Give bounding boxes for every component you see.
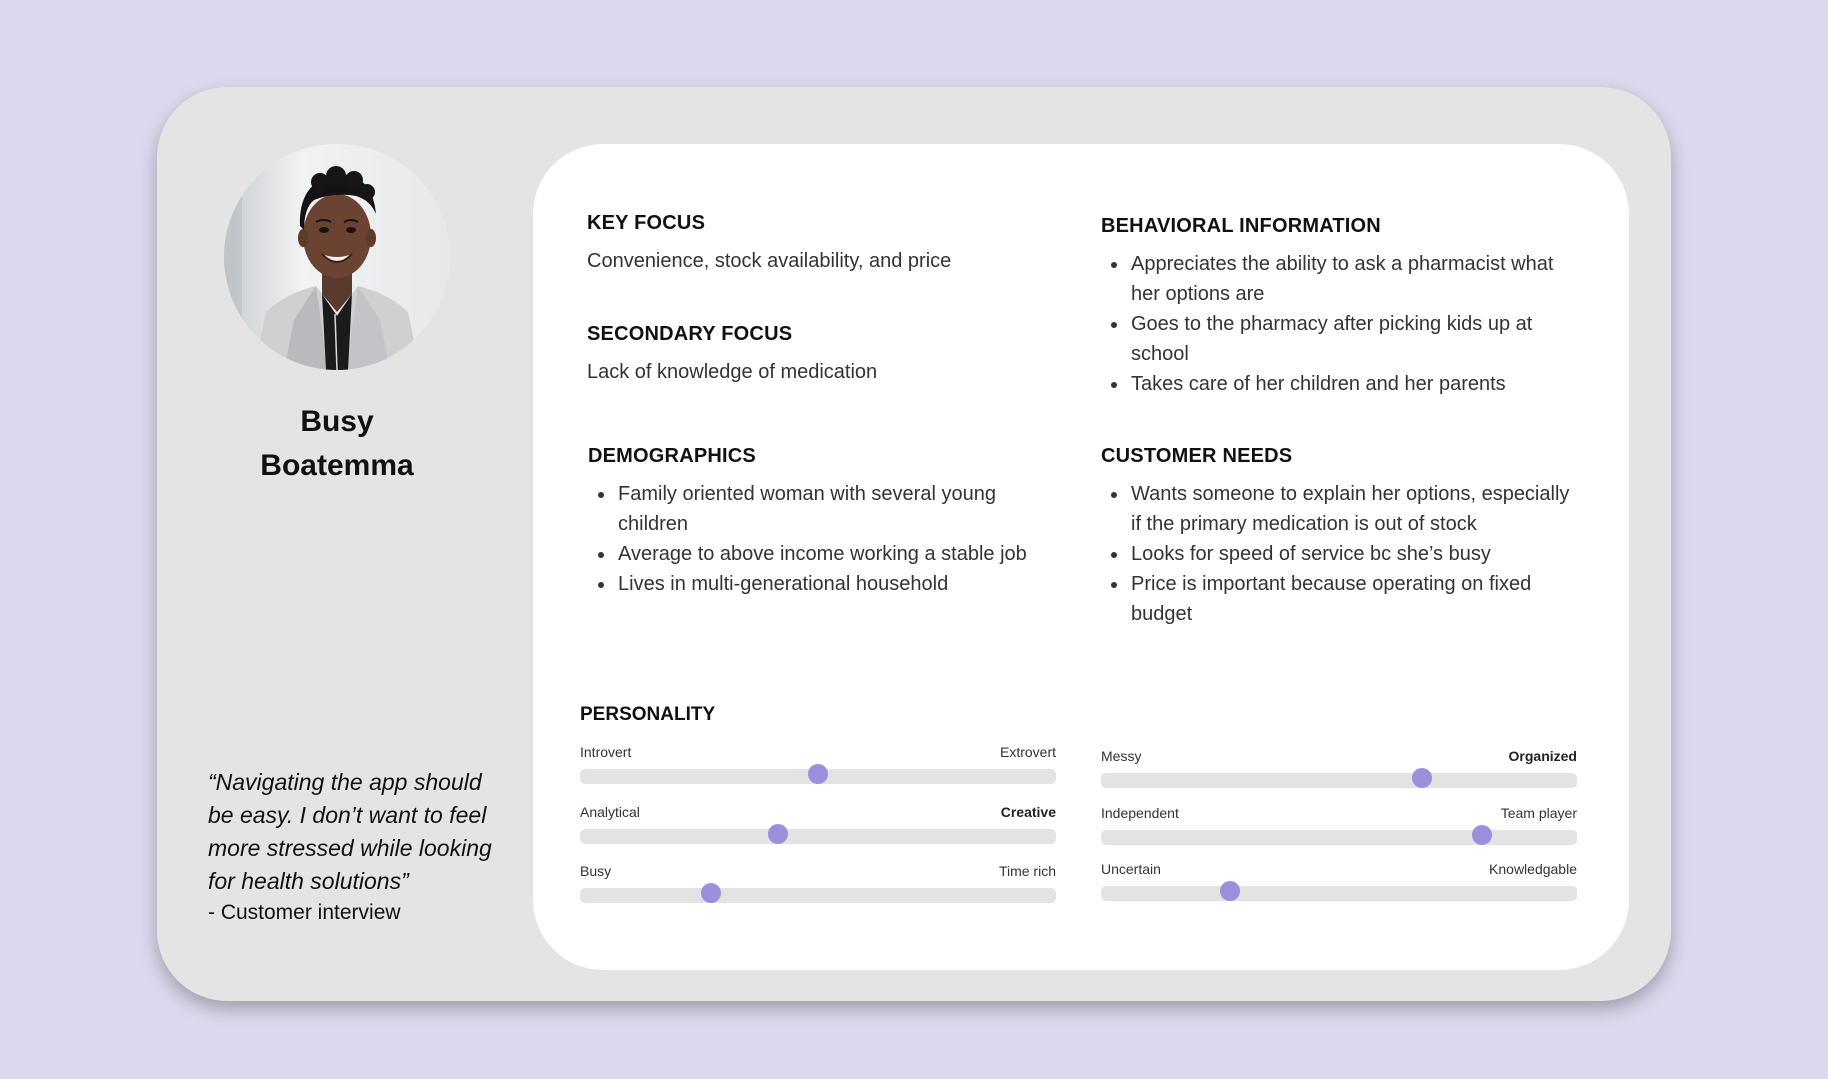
customer-needs-section (1101, 443, 1581, 629)
trait-right-label: Extrovert (999, 744, 1056, 760)
personality-title: PERSONALITY (580, 704, 716, 725)
key-focus-text: Convenience, stock availability, and price (587, 250, 952, 272)
customer-needs-list (1101, 479, 1581, 629)
quote-text: “Navigating the app should be easy. I don’t want to feel more stressed while looking for health solutions” (208, 769, 492, 894)
persona-avatar (224, 144, 450, 370)
trait-right-label: Time rich (998, 863, 1056, 879)
trait-left-label: Independent (1101, 805, 1179, 821)
trait-left-label: Messy (1101, 748, 1142, 764)
trait-slider-knob[interactable] (701, 883, 721, 903)
trait-slider-knob[interactable] (1220, 881, 1240, 901)
list-item: Price is important because operating on fixed budget (1131, 569, 1581, 629)
key-focus-section (587, 210, 1057, 276)
secondary-focus-text: Lack of knowledge of medication (587, 361, 878, 383)
persona-quote (208, 766, 508, 928)
trait-slider-track (580, 829, 1056, 844)
behavioral-list (1101, 249, 1581, 399)
trait-left-label: Busy (580, 863, 612, 879)
persona-name-line1: Busy (300, 405, 374, 438)
persona-name-line2: Boatemma (260, 449, 414, 482)
trait-slider-knob[interactable] (768, 824, 788, 844)
list-item: Wants someone to explain her options, especially if the primary medication is out of stock (1131, 479, 1581, 539)
trait-busy-timerich (580, 863, 1056, 903)
trait-left-label: Analytical (580, 804, 640, 820)
trait-introvert-extrovert (580, 744, 1056, 784)
trait-slider-knob[interactable] (1472, 825, 1492, 845)
trait-slider-knob[interactable] (808, 764, 828, 784)
trait-independent-teamplayer (1101, 805, 1577, 845)
trait-left-label: Introvert (580, 744, 632, 760)
customer-needs-title: CUSTOMER NEEDS (1101, 445, 1293, 467)
trait-slider-track (1101, 886, 1577, 901)
list-item: Appreciates the ability to ask a pharmacist what her options are (1131, 249, 1581, 309)
demographics-title: DEMOGRAPHICS (588, 445, 756, 467)
trait-right-label: Team player (1500, 805, 1577, 821)
trait-left-label: Uncertain (1101, 861, 1161, 877)
list-item: Goes to the pharmacy after picking kids up at school (1131, 309, 1581, 369)
trait-slider-track (580, 769, 1056, 784)
quote-source: - Customer interview (208, 901, 401, 924)
trait-right-label: Creative (1000, 804, 1056, 820)
key-focus-title: KEY FOCUS (587, 212, 706, 234)
list-item: Lives in multi-generational household (618, 569, 1058, 599)
list-item: Takes care of her children and her parents (1131, 369, 1581, 399)
trait-uncertain-knowledgable (1101, 861, 1577, 901)
secondary-focus-section (587, 321, 1057, 387)
trait-slider-track (1101, 773, 1577, 788)
persona-card (157, 87, 1671, 1001)
behavioral-title: BEHAVIORAL INFORMATION (1101, 215, 1381, 237)
demographics-list (588, 479, 1058, 599)
secondary-focus-title: SECONDARY FOCUS (587, 323, 793, 345)
trait-right-label: Organized (1508, 748, 1577, 764)
trait-analytical-creative (580, 804, 1056, 844)
behavioral-section (1101, 213, 1581, 399)
list-item: Family oriented woman with several young children (618, 479, 1058, 539)
trait-slider-knob[interactable] (1412, 768, 1432, 788)
list-item: Looks for speed of service bc she’s busy (1131, 539, 1581, 569)
persona-name (197, 400, 477, 488)
woman-portrait-photo (224, 144, 450, 370)
trait-messy-organized (1101, 748, 1577, 788)
trait-right-label: Knowledgable (1489, 861, 1577, 877)
list-item: Average to above income working a stable job (618, 539, 1058, 569)
demographics-section (588, 443, 1058, 599)
trait-slider-track (580, 888, 1056, 903)
persona-details-panel (533, 144, 1629, 970)
trait-slider-track (1101, 830, 1577, 845)
